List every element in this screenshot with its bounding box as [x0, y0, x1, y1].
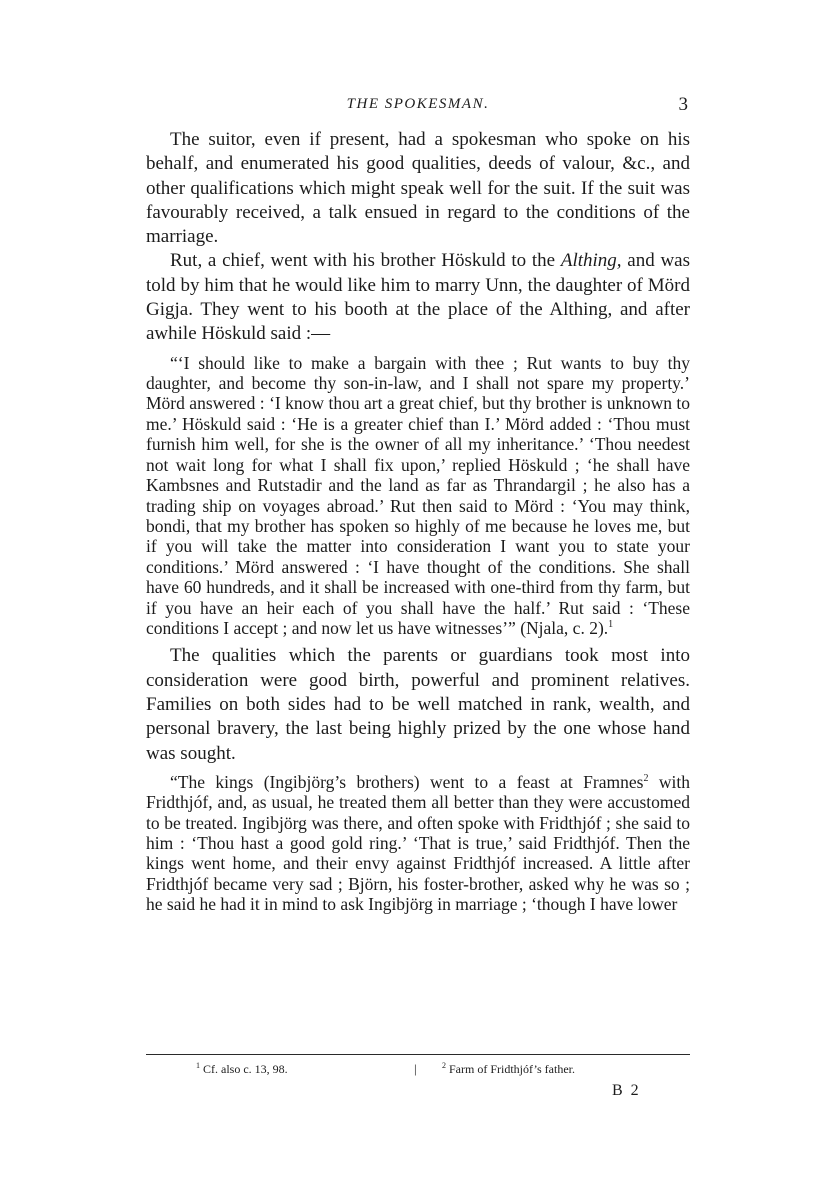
footnote-2 [442, 1061, 575, 1077]
footnote-rule [146, 1054, 690, 1055]
quote-njala [146, 353, 690, 639]
footnote-divider: | [414, 1061, 417, 1076]
paragraph-rut [146, 249, 690, 346]
quote-fridthjof-part-3: with Fridthjóf, and, as usual, he treated them all better than they were accustomed to be treated. Ingibjörg was there, and often spoke with Fridthjóf ; she said to him : ‘Thou hast a good gold ring.’ ‘That is true,’ said Fridthjóf. Then the kings went home, and their envy against Fridthjóf increased. A little after Fridthjóf became very sad ; Björn, his foster-brother, asked why he was so ; he said he had it in mind to ask Ingibjörg in marriage ; ‘though I have lower [146, 771, 690, 915]
quote-njala-text: “‘I should like to make a bargain with thee ; Rut wants to buy thy daughter, and become thy son-in-law, and I shall not spare my property.’ Mörd answered : ‘I know thou art a great chief, but thy brother is unknown to me.’ Höskuld said : ‘He is a greater chief than I.’ Mörd added : ‘Thou must furnish him well, for she is the owner of all my inheritance.’ ‘Thou needest not wait long for what I shall fix upon,’ replied Höskuld ; ‘he shall have Kambsnes and Rutstadir and the land as far as Thrandargil ; he also has a trading ship on voyages abroad.’ Rut then said to Mörd : ‘You may think, bondi, that my brother has spoken so highly of me because he loves me, but if you will take the matter into consideration I want you to state your conditions.’ Mörd answered : ‘I have thought of the conditions. She shall have 60 hundreds, and it shall be increased with one-third from thy farm, but if you have an heir each of you shall have the half.’ Rut said : ‘These conditions I accept ; and now let us have witnesses’” (Njala, c. 2). [146, 352, 690, 638]
running-title: THE SPOKESMAN. [346, 96, 490, 112]
footnote-ref-1[interactable]: 1 [608, 619, 614, 631]
paragraph-qualities: The qualities which the parents or guardians took most into consideration were good birth, powerful and prominent relatives. Families on both sides had to be well matched in rank, wealth, and personal bravery, the last being highly prized by the one whose hand was sought. [146, 645, 690, 764]
footnote-1 [196, 1061, 288, 1077]
paragraph-spokesman: The suitor, even if present, had a spokesman who spoke on his behalf, and enumerated his good qualities, deeds of valour, &c., and other qualifications which might speak well for the suit. If the suit was favourably received, a talk ensued in regard to the conditions of the marriage. [146, 129, 690, 248]
footnotes [146, 1061, 690, 1083]
page-header [146, 96, 690, 120]
footnote-2-mark: 2 [442, 1061, 446, 1070]
paragraph-rut-part-1: Rut, a chief, went with his brother Höskuld to the [170, 250, 561, 272]
quote-fridthjof-part-1: “The kings (Ingibjörg’s brothers) went to a feast at Framnes [170, 771, 644, 792]
footnote-ref-2[interactable]: 2 [643, 773, 649, 785]
footnote-1-text: Cf. also c. 13, 98. [203, 1062, 288, 1076]
paragraph-rut-part-3: and was told by him that he would like him to marry Unn, the daughter of Mörd Gigja. They went to his booth at the place of the Althing, and after awhile Höskuld said :— [146, 250, 690, 345]
footnote-2-text: Farm of Fridthjóf’s father. [449, 1062, 575, 1076]
quote-fridthjof [146, 772, 690, 915]
footnote-1-mark: 1 [196, 1061, 200, 1070]
signature-mark: B 2 [612, 1082, 641, 1099]
page-number: 3 [678, 94, 688, 115]
body-text [146, 128, 690, 915]
althing-term: Althing, [560, 250, 622, 272]
